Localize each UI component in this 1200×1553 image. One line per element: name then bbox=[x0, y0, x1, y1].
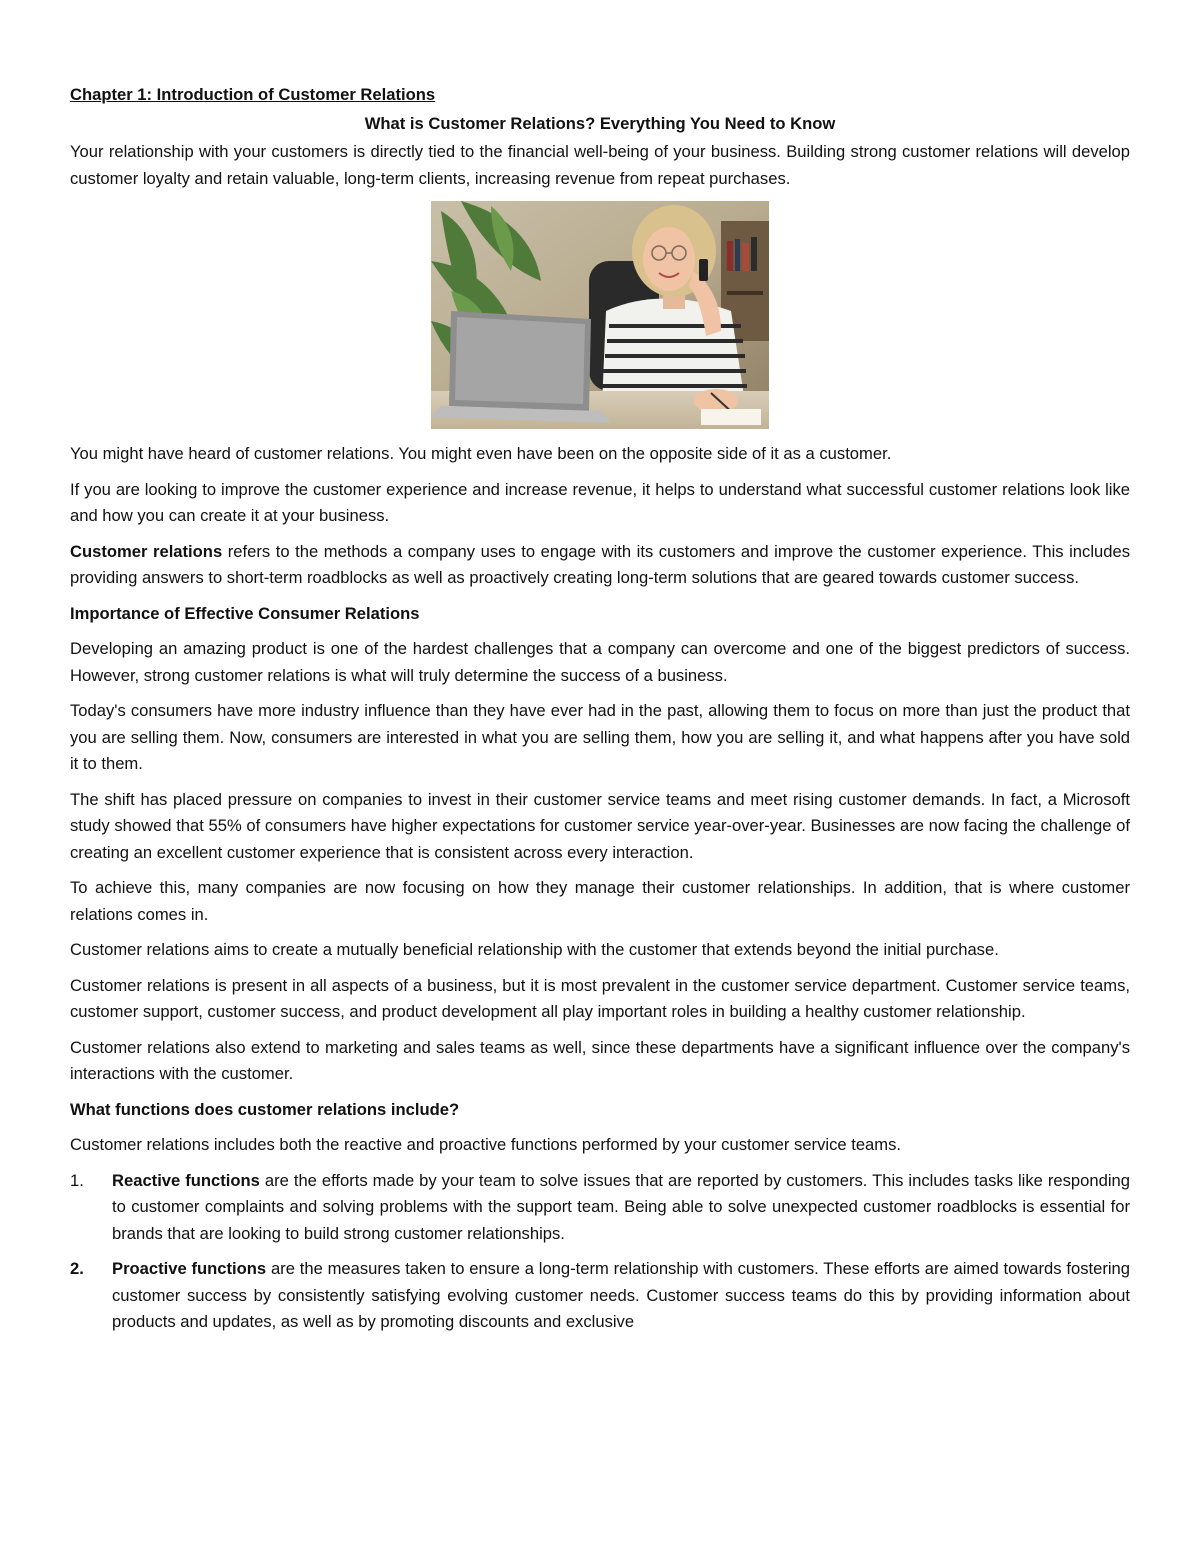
paragraph-improve: If you are looking to improve the customer experience and increase revenue, it helps to understand what successful customer relations look like and how you can create it at your business. bbox=[70, 479, 1130, 525]
photo-woman-on-phone-icon bbox=[431, 201, 769, 429]
definition-text: refers to the methods a company uses to engage with its customers and improve the customer experience. This includes providing answers to short-term roadblocks as well as proactively creating long-term solutions that are geared towards customer success. bbox=[70, 541, 1130, 587]
definition-paragraph bbox=[70, 539, 1130, 592]
list-item bbox=[70, 1168, 1130, 1248]
list-item-term: Reactive functions bbox=[112, 1170, 260, 1190]
list-item-number: 1. bbox=[70, 1170, 84, 1190]
photo-container bbox=[70, 201, 1130, 429]
section-heading-importance: Importance of Effective Consumer Relations bbox=[70, 603, 420, 623]
list-item-text: are the measures taken to ensure a long-term relationship with customers. These efforts are aimed towards fostering customer success by consistently satisfying evolving customer needs. Customer success teams do this by providing information about products and updates, as well as by promoting discounts and exclusive bbox=[112, 1259, 1130, 1331]
paragraph-extend: Customer relations also extend to marketing and sales teams as well, since these departments have a significant influence over the company's interactions with the customer. bbox=[70, 1037, 1130, 1083]
definition-term: Customer relations bbox=[70, 541, 223, 561]
paragraph-today: Today's consumers have more industry influence than they have ever had in the past, allowing them to focus on more than just the product that you are selling them. Now, consumers are interested in what you are selling them, how you are selling it, and what happens after you have sold it to them. bbox=[70, 701, 1130, 773]
intro-paragraph: Your relationship with your customers is directly tied to the financial well-being of your business. Building strong customer relations will develop customer loyalty and retain valuable, long-term clients, increasing revenue from repeat purchases. bbox=[70, 142, 1130, 188]
list-item-text: are the efforts made by your team to solve issues that are reported by customers. This includes tasks like responding to customer complaints and solving problems with the support team. Being able to solve unexpected customer roadblocks is essential for brands that are looking to build strong customer relationships. bbox=[112, 1170, 1130, 1243]
paragraph-functions: Customer relations includes both the reactive and proactive functions performed by your customer service teams. bbox=[70, 1135, 902, 1154]
paragraph-shift: The shift has placed pressure on companies to invest in their customer service teams and meet rising customer demands. In fact, a Microsoft study showed that 55% of consumers have higher expectations for customer service year-over-year. Businesses are now facing the challenge of creating an excellent customer experience that is consistent across every interaction. bbox=[70, 789, 1130, 862]
list-item bbox=[70, 1256, 1130, 1336]
list-item-body bbox=[112, 1256, 1130, 1336]
list-item-number: 2. bbox=[70, 1259, 84, 1278]
paragraph-aims: Customer relations aims to create a mutually beneficial relationship with the customer that extends beyond the initial purchase. bbox=[70, 940, 999, 959]
article-title: What is Customer Relations? Everything You Need to Know bbox=[364, 113, 836, 133]
section-heading-functions: What functions does customer relations include? bbox=[70, 1099, 460, 1119]
paragraph-product: Developing an amazing product is one of the hardest challenges that a company can overcome and one of the biggest predictors of success. However, strong customer relations is what will truly determine the success of a business. bbox=[70, 639, 1130, 685]
list-item-body bbox=[112, 1168, 1130, 1248]
paragraph-heard: You might have heard of customer relations. You might even have been on the opposite side of it as a customer. bbox=[70, 444, 892, 463]
paragraph-present: Customer relations is present in all aspects of a business, but it is most prevalent in the customer service department. Customer service teams, customer support, customer success, and product development all play important roles in building a healthy customer relationship. bbox=[70, 975, 1130, 1021]
paragraph-achieve: To achieve this, many companies are now focusing on how they manage their customer relationships. In addition, that is where customer relations comes in. bbox=[70, 878, 1130, 924]
chapter-heading: Chapter 1: Introduction of Customer Relations bbox=[70, 85, 436, 104]
list-item-term: Proactive functions bbox=[112, 1259, 267, 1278]
functions-list bbox=[70, 1168, 1130, 1336]
